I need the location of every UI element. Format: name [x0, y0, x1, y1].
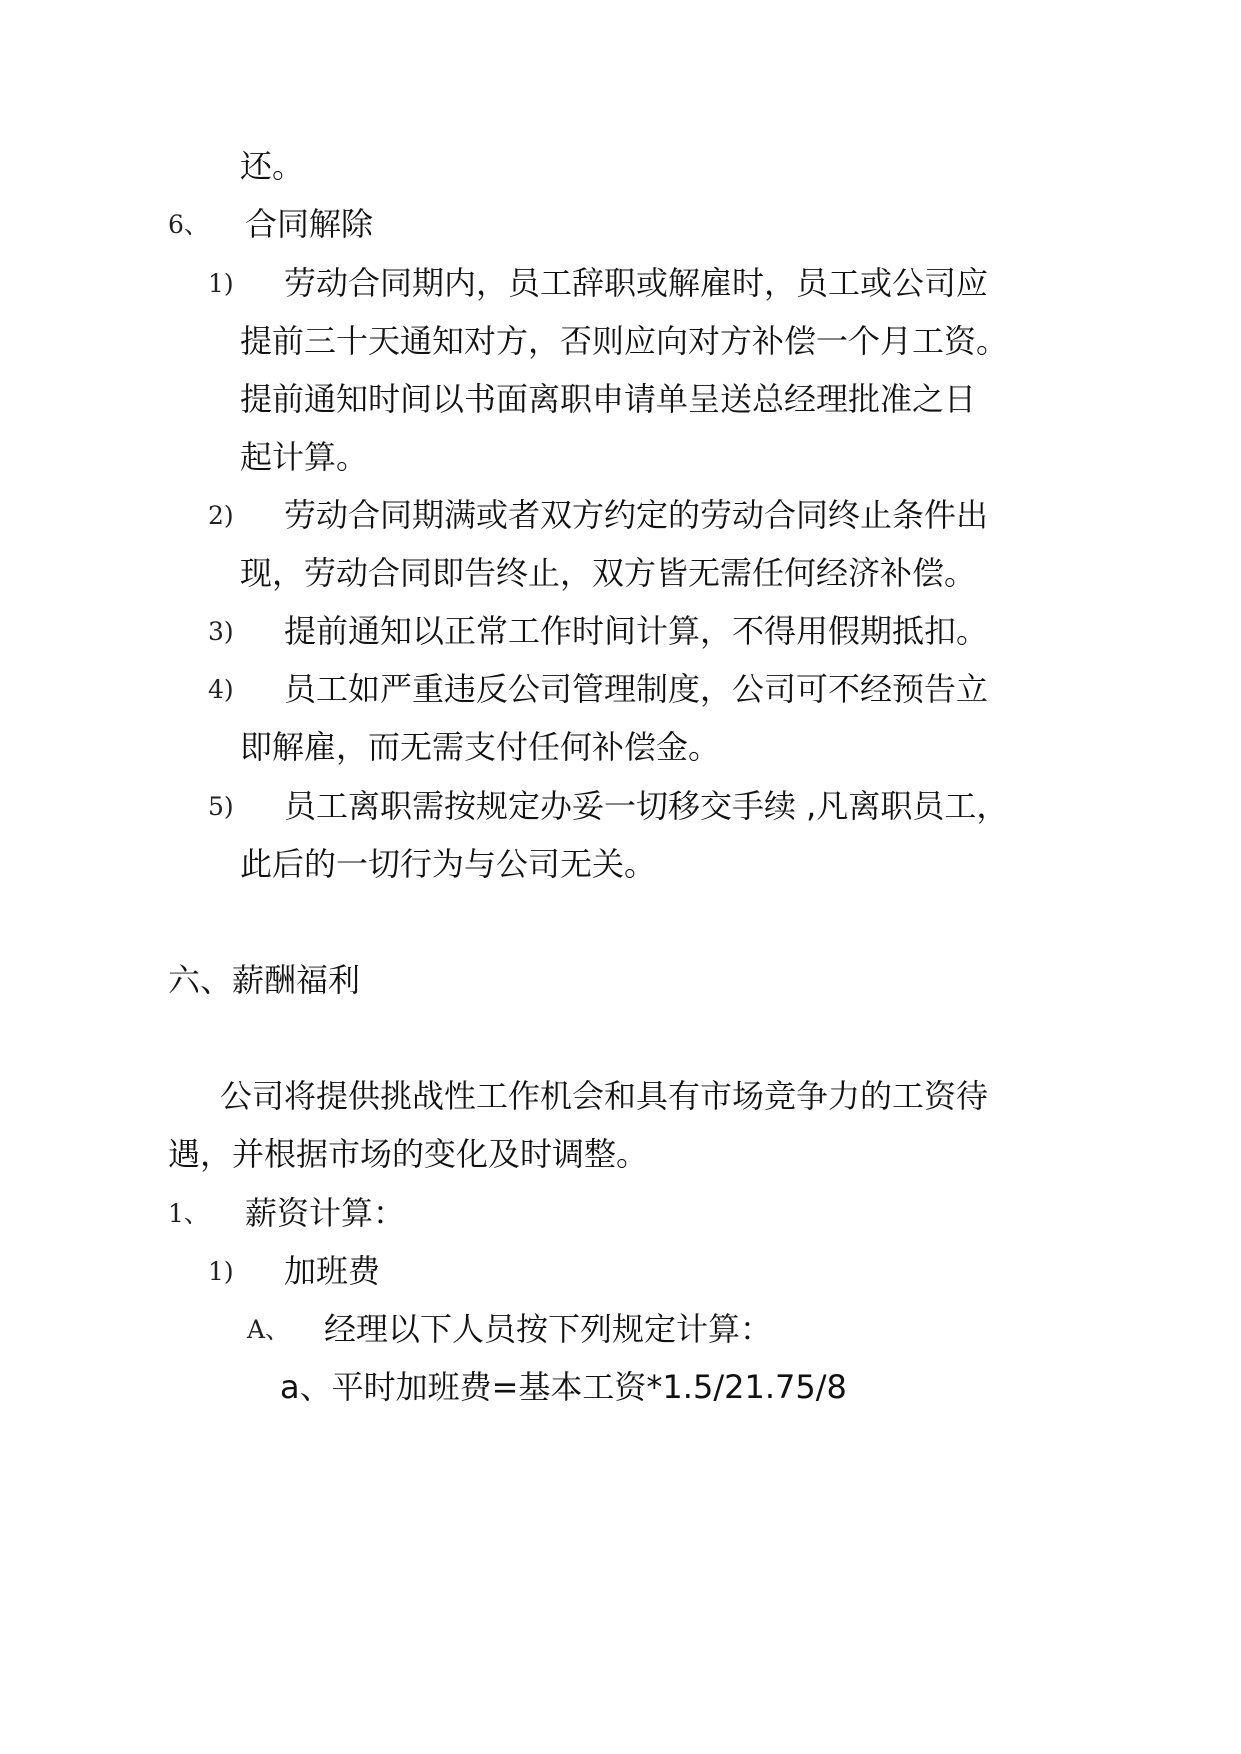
- section-number: 6、: [168, 210, 209, 239]
- list-item-text: 提前通知以正常工作时间计算，不得用假期抵扣。: [284, 612, 989, 650]
- list-item-text: 即解雇，而无需支付任何补偿金。: [240, 728, 721, 766]
- list-item-text: 员工离职需按规定办妥一切移交手续 ,凡离职员工，: [284, 787, 1009, 825]
- formula-line: a、平时加班费=基本工资*1.5/21.75/8: [280, 1368, 847, 1406]
- sub-item-number: A、: [247, 1315, 291, 1344]
- list-item-text: 此后的一切行为与公司无关。: [240, 845, 657, 883]
- list-item-text: 现，劳动合同即告终止，双方皆无需任何经济补偿。: [240, 554, 977, 592]
- list-item-text: 劳动合同期满或者双方约定的劳动合同终止条件出: [284, 496, 989, 534]
- list-item-text: 员工如严重违反公司管理制度，公司可不经预告立: [284, 670, 989, 708]
- sub-item-text: 经理以下人员按下列规定计算：: [324, 1310, 773, 1348]
- continuation-text: 还。: [240, 147, 305, 185]
- subsection-title: 薪资计算：: [245, 1194, 406, 1232]
- list-item-number: 3): [208, 617, 234, 646]
- list-item-text: 提前通知时间以书面离职申请单呈送总经理批准之日: [240, 380, 977, 418]
- intro-paragraph-line: 遇，并根据市场的变化及时调整。: [168, 1135, 649, 1173]
- chapter-title: 六、薪酬福利: [168, 961, 361, 999]
- list-item-number: 2): [208, 501, 234, 530]
- list-item-text: 劳动合同期内，员工辞职或解雇时，员工或公司应: [284, 264, 989, 302]
- list-item-number: 5): [208, 792, 234, 821]
- list-item-number: 1): [208, 269, 234, 298]
- section-title: 合同解除: [245, 205, 374, 243]
- list-item-number: 1): [208, 1257, 234, 1286]
- list-item-text: 起计算。: [240, 438, 369, 476]
- list-item-text: 加班费: [284, 1252, 381, 1290]
- subsection-number: 1、: [168, 1199, 209, 1228]
- intro-paragraph-line: 公司将提供挑战性工作机会和具有市场竞争力的工资待: [220, 1077, 989, 1115]
- list-item-number: 4): [208, 675, 234, 704]
- list-item-text: 提前三十天通知对方，否则应向对方补偿一个月工资。: [240, 322, 1009, 360]
